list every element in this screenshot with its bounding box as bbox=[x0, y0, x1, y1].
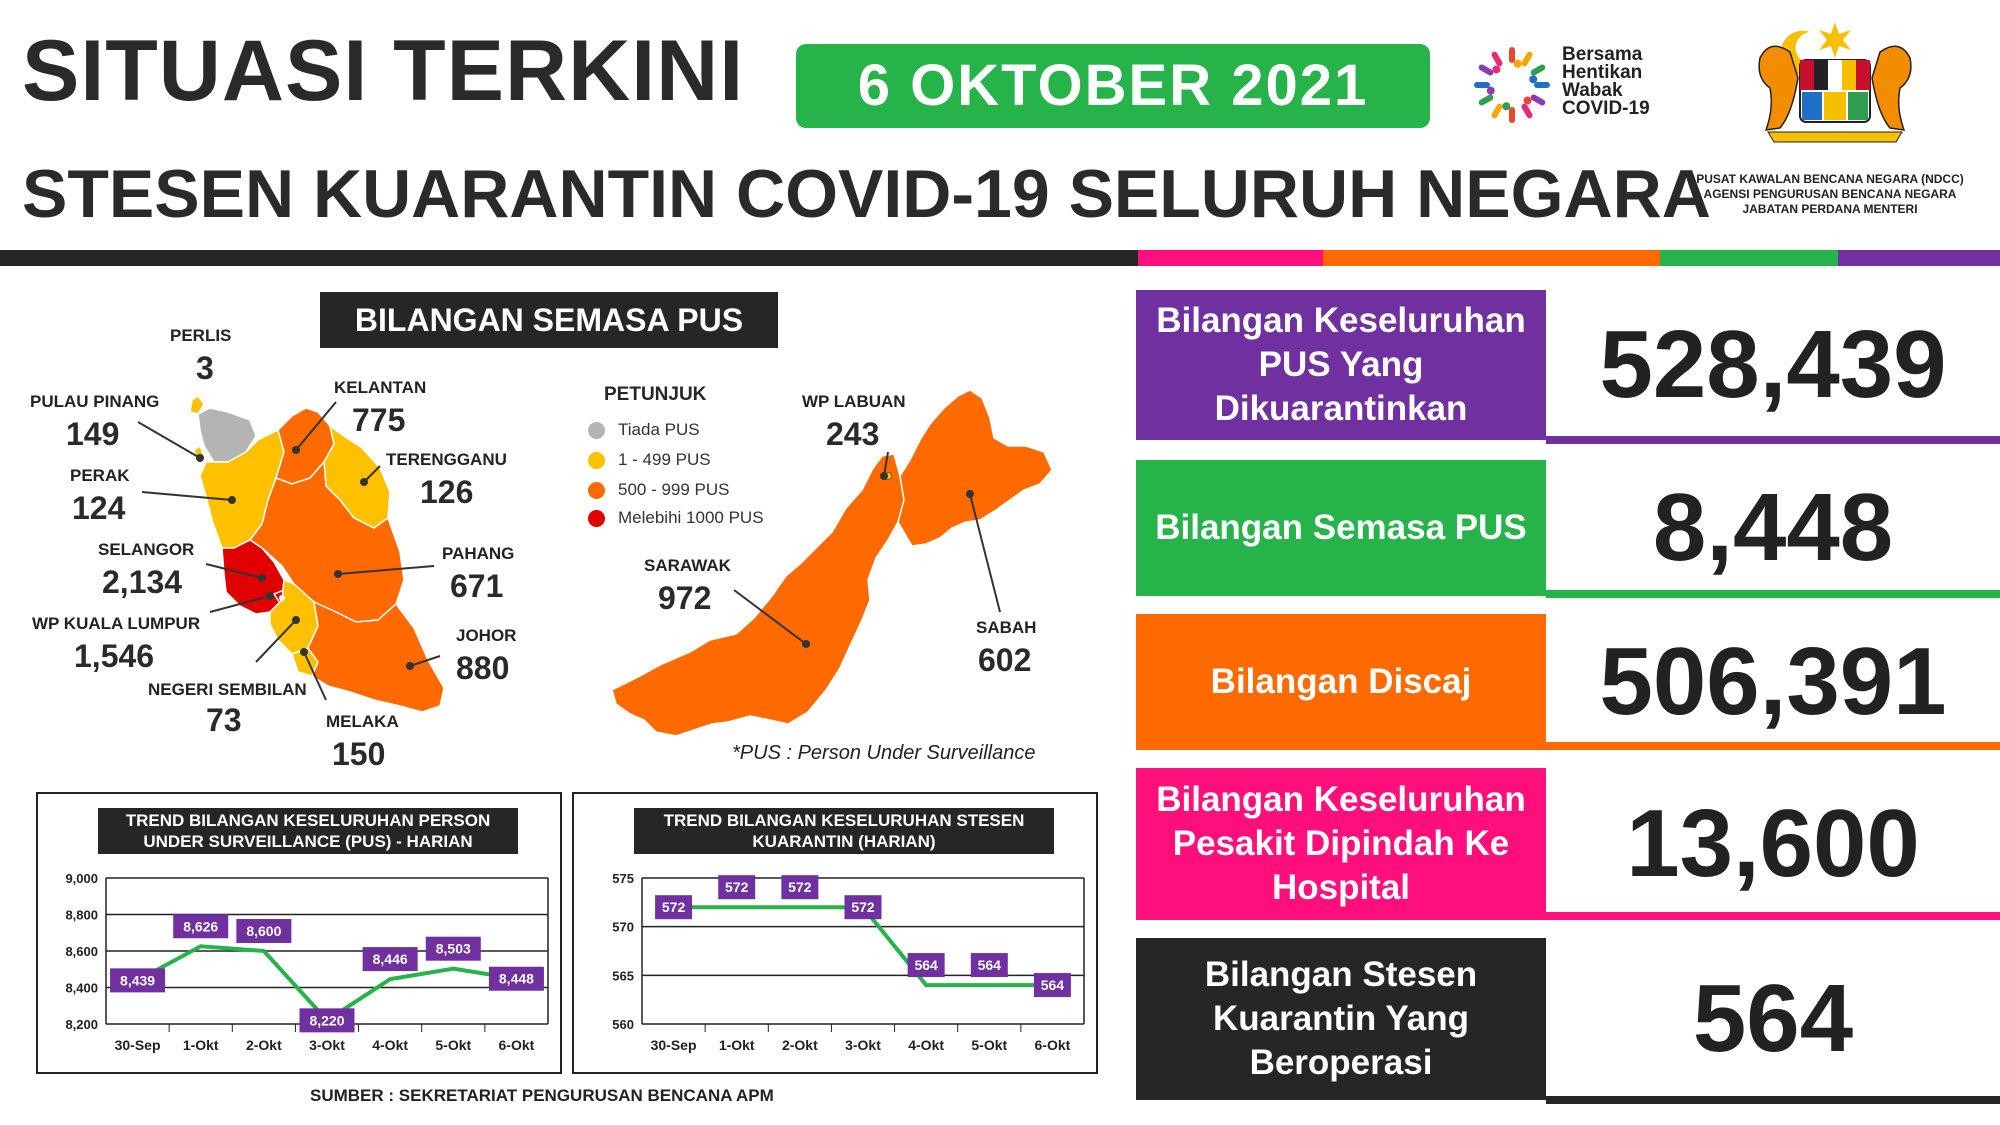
stat-underline-magenta bbox=[1546, 912, 2000, 920]
legend-swatch-orange bbox=[588, 482, 605, 499]
value-wp-kl: 1,546 bbox=[74, 638, 155, 674]
legend-label-over-1000: Melebihi 1000 PUS bbox=[618, 508, 764, 527]
agency-line-3: JABATAN PERDANA MENTERI bbox=[1742, 202, 1918, 216]
divider-green bbox=[1660, 250, 1838, 266]
trend-chart-pus bbox=[36, 792, 562, 1074]
stesen-chart-xtick-label: 6-Okt bbox=[1034, 1037, 1071, 1053]
value-kelantan: 775 bbox=[352, 402, 406, 438]
stat-label-total-pus: Bilangan Keseluruhan PUS Yang Dikuarantinkan bbox=[1136, 290, 1546, 440]
pus-chart-xtick-label: 3-Okt bbox=[309, 1037, 345, 1053]
stesen-chart-xtick-label: 4-Okt bbox=[908, 1037, 945, 1053]
label-perak: PERAK bbox=[70, 466, 130, 485]
label-terengganu: TERENGGANU bbox=[386, 450, 507, 469]
legend-item-1-499 bbox=[590, 450, 711, 470]
value-melaka: 150 bbox=[332, 736, 386, 772]
pus-chart-xtick-label: 6-Okt bbox=[498, 1037, 535, 1053]
value-perlis: 3 bbox=[196, 350, 214, 386]
agency-line-1: PUSAT KAWALAN BENCANA NEGARA (NDCC) bbox=[1696, 172, 1964, 186]
stat-label-discaj: Bilangan Discaj bbox=[1136, 614, 1546, 750]
legend-label-1-499: 1 - 499 PUS bbox=[618, 450, 711, 469]
legend-swatch-yellow bbox=[588, 452, 605, 469]
stat-underline-green bbox=[1546, 590, 2000, 598]
stat-underline-purple bbox=[1546, 436, 2000, 444]
divider-magenta bbox=[1138, 250, 1323, 266]
label-wp-labuan: WP LABUAN bbox=[802, 392, 906, 411]
legend-swatch-grey bbox=[588, 422, 605, 439]
pus-chart-value-label: 8,448 bbox=[498, 970, 534, 987]
campaign-logo-text bbox=[1562, 46, 1650, 118]
stesen-chart-value-label: 572 bbox=[851, 899, 875, 916]
label-sabah: SABAH bbox=[976, 618, 1037, 637]
stat-value-stesen: 564 bbox=[1692, 965, 1854, 1072]
date-badge: 6 OKTOBER 2021 bbox=[796, 44, 1430, 128]
stat-value-hospital: 13,600 bbox=[1626, 790, 1920, 897]
state-sabah bbox=[898, 390, 1052, 546]
pus-chart-ytick-label: 8,200 bbox=[65, 1017, 98, 1032]
value-sabah: 602 bbox=[978, 642, 1032, 678]
campaign-line-4: COVID-19 bbox=[1562, 98, 1650, 119]
label-perlis: PERLIS bbox=[170, 326, 232, 345]
coat-of-arms-logo bbox=[1740, 18, 1930, 146]
stesen-chart-xtick-label: 5-Okt bbox=[971, 1037, 1008, 1053]
trend-chart-stesen-title: TREND BILANGAN KESELURUHAN STESEN KUARANTIN (HARIAN) bbox=[634, 808, 1054, 854]
stat-value-total-pus: 528,439 bbox=[1599, 311, 1947, 418]
value-terengganu: 126 bbox=[420, 474, 474, 510]
campaign-line-3: Wabak bbox=[1562, 80, 1623, 101]
divider-orange bbox=[1323, 250, 1660, 266]
stesen-chart-value-label: 572 bbox=[661, 899, 686, 916]
trend-chart-pus-title: TREND BILANGAN KESELURUHAN PERSON UNDER SURVEILLANCE (PUS) - HARIAN bbox=[98, 808, 518, 854]
campaign-line-1: Bersama bbox=[1562, 44, 1643, 65]
value-pulau-pinang: 149 bbox=[66, 416, 120, 452]
legend-label-500-999: 500 - 999 PUS bbox=[618, 480, 730, 499]
value-wp-labuan: 243 bbox=[826, 416, 880, 452]
pus-chart-ytick-label: 8,400 bbox=[65, 980, 98, 996]
stesen-chart-ytick-label: 575 bbox=[612, 871, 634, 886]
stat-value-discaj: 506,391 bbox=[1599, 628, 1947, 735]
label-pahang: PAHANG bbox=[442, 544, 515, 563]
legend-item-500-999 bbox=[590, 480, 730, 500]
value-selangor: 2,134 bbox=[102, 564, 183, 600]
stesen-chart-xtick-label: 30-Sep bbox=[650, 1037, 697, 1053]
pus-chart-xtick-label: 1-Okt bbox=[182, 1037, 219, 1053]
label-selangor: SELANGOR bbox=[98, 540, 195, 559]
stesen-chart-ytick-label: 570 bbox=[612, 919, 634, 935]
label-pulau-pinang: PULAU PINANG bbox=[30, 392, 160, 411]
pus-chart-value-label: 8,626 bbox=[183, 918, 219, 935]
value-perak: 124 bbox=[72, 490, 126, 526]
stat-label-hospital: Bilangan Keseluruhan Pesakit Dipindah Ke Hospital bbox=[1136, 768, 1546, 920]
stat-underline-dark bbox=[1546, 1096, 2000, 1104]
pus-chart-ytick-label: 8,800 bbox=[65, 907, 98, 923]
agency-text bbox=[1680, 172, 1980, 217]
stat-underline-orange bbox=[1546, 742, 2000, 750]
stesen-chart-value-label: 564 bbox=[977, 957, 1001, 974]
stat-label-current-pus: Bilangan Semasa PUS bbox=[1136, 460, 1546, 596]
campaign-line-2: Hentikan bbox=[1562, 62, 1643, 83]
pus-chart-ytick-label: 9,000 bbox=[65, 871, 98, 886]
value-johor: 880 bbox=[456, 650, 510, 686]
value-negeri-sembilan: 73 bbox=[206, 702, 242, 738]
stesen-chart-xtick-label: 1-Okt bbox=[718, 1037, 755, 1053]
pus-chart-value-label: 8,439 bbox=[120, 972, 156, 989]
stesen-chart-value-label: 572 bbox=[788, 879, 812, 896]
page-subtitle: STESEN KUARANTIN COVID-19 SELURUH NEGARA bbox=[22, 156, 1711, 232]
pus-chart-value-label: 8,503 bbox=[435, 940, 471, 957]
value-sarawak: 972 bbox=[658, 580, 712, 616]
legend-item-none bbox=[590, 420, 700, 440]
stat-value-current-pus: 8,448 bbox=[1652, 474, 1894, 581]
pus-footnote: *PUS : Person Under Surveillance bbox=[732, 742, 1036, 764]
legend-label-none: Tiada PUS bbox=[618, 420, 700, 439]
pus-chart-xtick-label: 4-Okt bbox=[372, 1037, 409, 1053]
label-negeri-sembilan: NEGERI SEMBILAN bbox=[148, 680, 307, 699]
pus-chart-value-label: 8,220 bbox=[309, 1012, 345, 1029]
pus-chart-xtick-label: 5-Okt bbox=[435, 1037, 472, 1053]
label-kelantan: KELANTAN bbox=[334, 378, 427, 397]
legend-title: PETUNJUK bbox=[604, 384, 707, 405]
legend-swatch-red bbox=[588, 510, 605, 527]
stesen-chart-value-label: 564 bbox=[914, 957, 938, 974]
legend-item-over-1000 bbox=[590, 508, 764, 528]
pus-chart-value-label: 8,600 bbox=[246, 923, 282, 939]
label-johor: JOHOR bbox=[456, 626, 517, 645]
stesen-chart-xtick-label: 3-Okt bbox=[845, 1037, 881, 1053]
value-pahang: 671 bbox=[450, 568, 504, 604]
pus-chart-value-label: 8,446 bbox=[372, 951, 408, 968]
pus-chart-xtick-label: 30-Sep bbox=[114, 1037, 161, 1053]
stesen-chart-value-label: 564 bbox=[1040, 977, 1065, 994]
label-wp-kl: WP KUALA LUMPUR bbox=[32, 614, 201, 633]
trend-chart-stesen bbox=[572, 792, 1098, 1074]
source-note: SUMBER : SEKRETARIAT PENGURUSAN BENCANA APM bbox=[310, 1086, 774, 1105]
pus-chart-ytick-label: 8,600 bbox=[65, 944, 98, 959]
stesen-chart-value-label: 572 bbox=[725, 879, 749, 896]
pus-chart-xtick-label: 2-Okt bbox=[245, 1037, 282, 1053]
label-melaka: MELAKA bbox=[326, 712, 399, 731]
page-title: SITUASI TERKINI bbox=[22, 23, 745, 119]
divider-dark bbox=[0, 250, 1138, 266]
label-sarawak: SARAWAK bbox=[644, 556, 731, 575]
stesen-chart-xtick-label: 2-Okt bbox=[781, 1037, 818, 1053]
divider-purple bbox=[1838, 250, 2000, 266]
map-title: BILANGAN SEMASA PUS bbox=[320, 292, 778, 348]
stesen-chart-ytick-label: 565 bbox=[612, 968, 634, 984]
stat-label-stesen: Bilangan Stesen Kuarantin Yang Beroperasi bbox=[1136, 938, 1546, 1100]
stesen-chart-ytick-label: 560 bbox=[612, 1017, 634, 1032]
agency-line-2: AGENSI PENGURUSAN BENCANA NEGARA bbox=[1703, 187, 1957, 201]
